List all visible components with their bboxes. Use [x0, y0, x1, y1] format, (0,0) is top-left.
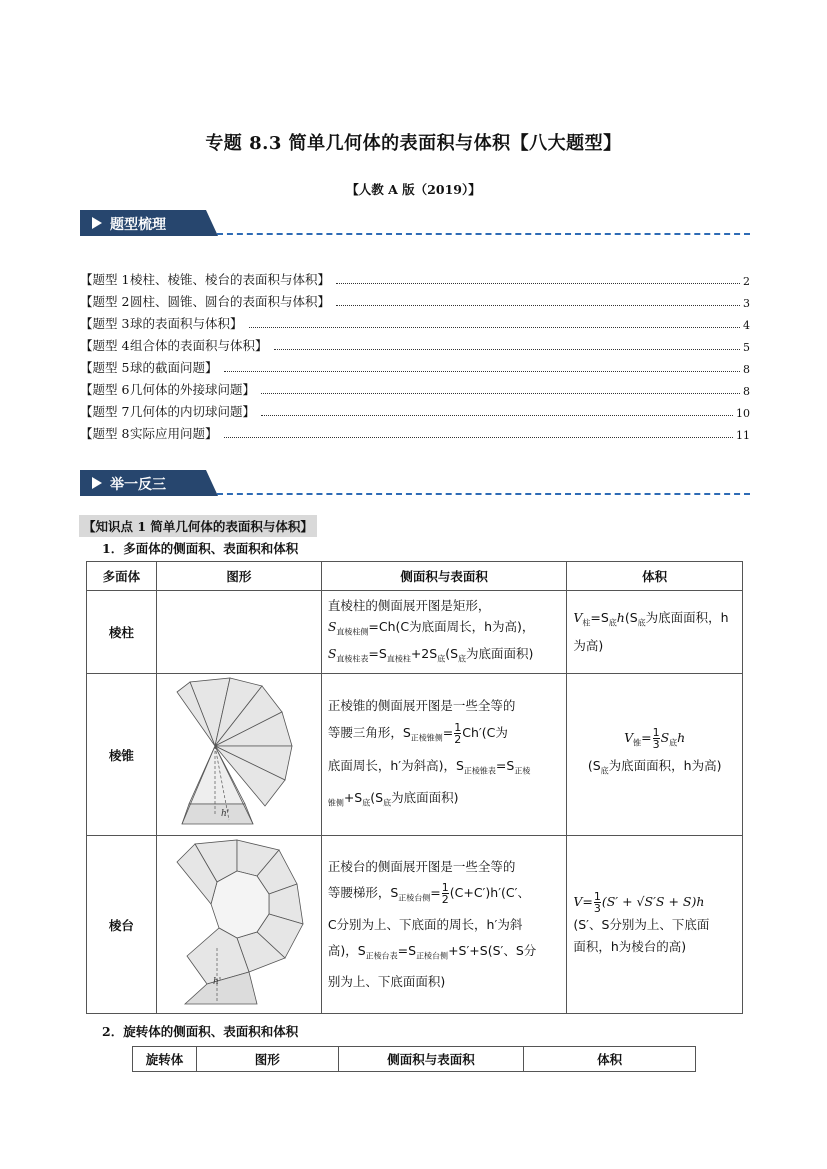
- table-header-row: [87, 562, 743, 591]
- banner-divider: [217, 493, 750, 495]
- toc-item-2[interactable]: 【题型 2圆柱、圆锥、圆台的表面积与体积】 3: [80, 294, 750, 310]
- knowledge-point-heading: 【知识点 1 简单几何体的表面积与体积】: [79, 515, 317, 537]
- frustum-net-image: [157, 836, 320, 1010]
- table-row: [87, 836, 743, 1014]
- pyramid-area-text: 正棱锥的侧面展开图是一些全等的 等腰三角形，$S_{正棱锥侧}=$ $\frac{1}{2}$ Ch′(C为 底面周长，h′为斜高)，$S_{正棱锥表}=S_{正棱}$ $_{锥侧}+S_底(S_底$为底面面积): [321, 674, 567, 836]
- svg-text:h': h': [213, 977, 222, 987]
- header-cell: 多面体: [87, 562, 157, 591]
- toc-item-4[interactable]: 【题型 4组合体的表面积与体积】 5: [80, 338, 750, 354]
- revolution-table: [132, 1046, 696, 1072]
- header-cell: 旋转体: [133, 1047, 197, 1072]
- toc-item-1[interactable]: 【题型 1棱柱、棱锥、棱台的表面积与体积】 2: [80, 272, 750, 288]
- row-name-pyramid: 棱锥: [87, 674, 157, 836]
- row-name-frustum: 棱台: [87, 836, 157, 1014]
- header-cell: 图形: [196, 1047, 338, 1072]
- banner-toc-label: 题型梳理: [110, 217, 166, 233]
- banner-examples: [80, 470, 750, 496]
- row-name-prism: 棱柱: [87, 591, 157, 674]
- pyramid-unfolding-figure: [156, 674, 321, 836]
- toc-item-3[interactable]: 【题型 3球的表面积与体积】 4: [80, 316, 750, 332]
- toc-item-8[interactable]: 【题型 8实际应用问题】 11: [80, 426, 750, 442]
- header-cell: 体积: [567, 562, 743, 591]
- pyramid-volume-text: $V_锥=$ $\frac{1}{3}$ $S_底h$ ($S_底$为底面面积，h为高): [567, 674, 743, 836]
- header-cell: 体积: [524, 1047, 696, 1072]
- toc-item-7[interactable]: 【题型 7几何体的内切球问题】 10: [80, 404, 750, 420]
- pyramid-net-image: [157, 674, 320, 832]
- header-cell: 侧面积与表面积: [338, 1047, 524, 1072]
- frustum-area-text: 正棱台的侧面展开图是一些全等的 等腰梯形，$S_{正棱台侧}=$ $\frac{1}{2}$ (C+C′)h′(C′、 C分别为上、下底面的周长，h′为斜 高)，$S_{正棱台表}=S_{正棱台侧}+S'+S(S'$、S分 别为上、下底面面积): [321, 836, 567, 1014]
- svg-text:h': h': [221, 809, 230, 819]
- play-triangle-icon: [92, 477, 102, 489]
- frustum-unfolding-figure: [156, 836, 321, 1014]
- prism-area-text: 直棱柱的侧面展开图是矩形， $S_{直棱柱侧}=Ch(C$为底面周长，h为高)， $S_{直棱柱表}=S_{直棱柱}+2S_底(S_底$为底面面积): [321, 591, 567, 674]
- banner-toc: [80, 210, 750, 236]
- table-header-row: [133, 1047, 696, 1072]
- section-heading-2: 2．旋转体的侧面积、表面积和体积: [102, 1024, 299, 1039]
- banner-divider: [217, 233, 750, 235]
- page-title: 专题 8.3 简单几何体的表面积与体积【八大题型】: [205, 133, 622, 154]
- page-subtitle: 【人教 A 版（2019）】: [346, 182, 481, 197]
- prism-figure-cell: [156, 591, 321, 674]
- play-triangle-icon: [92, 217, 102, 229]
- header-cell: 侧面积与表面积: [321, 562, 567, 591]
- prism-volume-text: $V_柱=S_底h(S_底$为底面面积，h为高): [567, 591, 743, 674]
- section-heading-1: 1．多面体的侧面积、表面积和体积: [102, 541, 299, 556]
- table-row: [87, 591, 743, 674]
- header-cell: 图形: [156, 562, 321, 591]
- toc-item-5[interactable]: 【题型 5球的截面问题】 8: [80, 360, 750, 376]
- banner-examples-label: 举一反三: [110, 477, 166, 493]
- frustum-volume-text: V= $\frac{1}{3}$ (S′ + √S′S + S)h (S′、S分别为上、下底面 面积，h为棱台的高): [567, 836, 743, 1014]
- table-row: [87, 674, 743, 836]
- toc-item-6[interactable]: 【题型 6几何体的外接球问题】 8: [80, 382, 750, 398]
- polyhedron-table: [86, 561, 743, 1014]
